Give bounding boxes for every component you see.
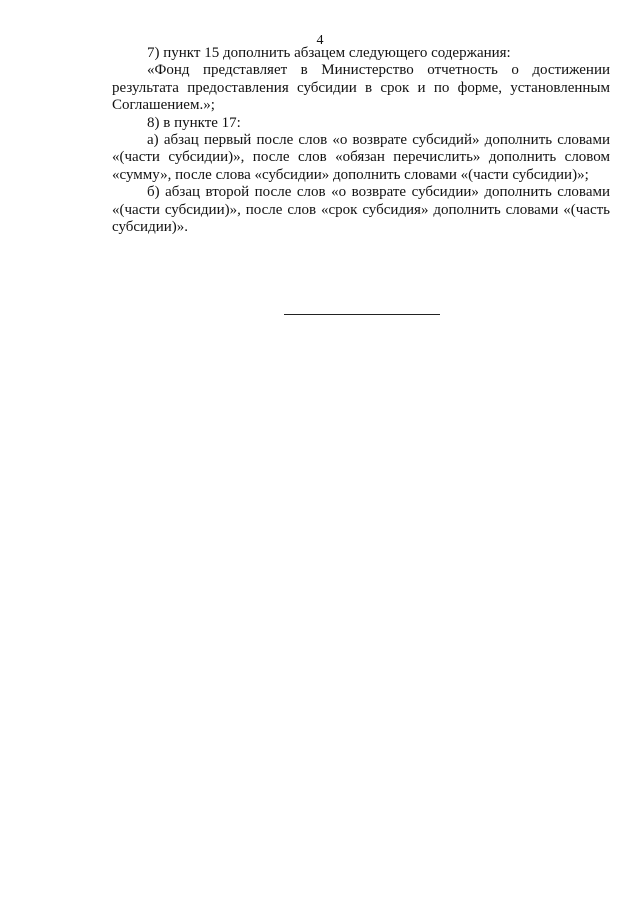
document-body (112, 45, 610, 236)
paragraph-item-7: 7) пункт 15 дополнить абзацем следующего содержания: (147, 45, 511, 61)
paragraph-item-8: 8) в пункте 17: (147, 114, 241, 131)
end-of-text-rule (284, 314, 440, 315)
paragraph-subitem-b: б) абзац второй после слов «о возврате субсидии» дополнить словами «(части субсидии)», после слов «срок субсидия» дополнить словами «(часть субсидии)». (112, 184, 610, 236)
paragraph-quoted-amendment: «Фонд представляет в Министерство отчетность о достижении результата предоставления субсидии в срок и по форме, установленным Соглашением.»; (112, 62, 610, 114)
paragraph-subitem-a: а) абзац первый после слов «о возврате субсидий» дополнить словами «(части субсидии)», после слов «обязан перечислить» дополнить словом «сумму», после слова «субсидии» дополнить словами «(части субсидии)»; (112, 132, 610, 183)
page-number: 4 (316, 33, 324, 48)
